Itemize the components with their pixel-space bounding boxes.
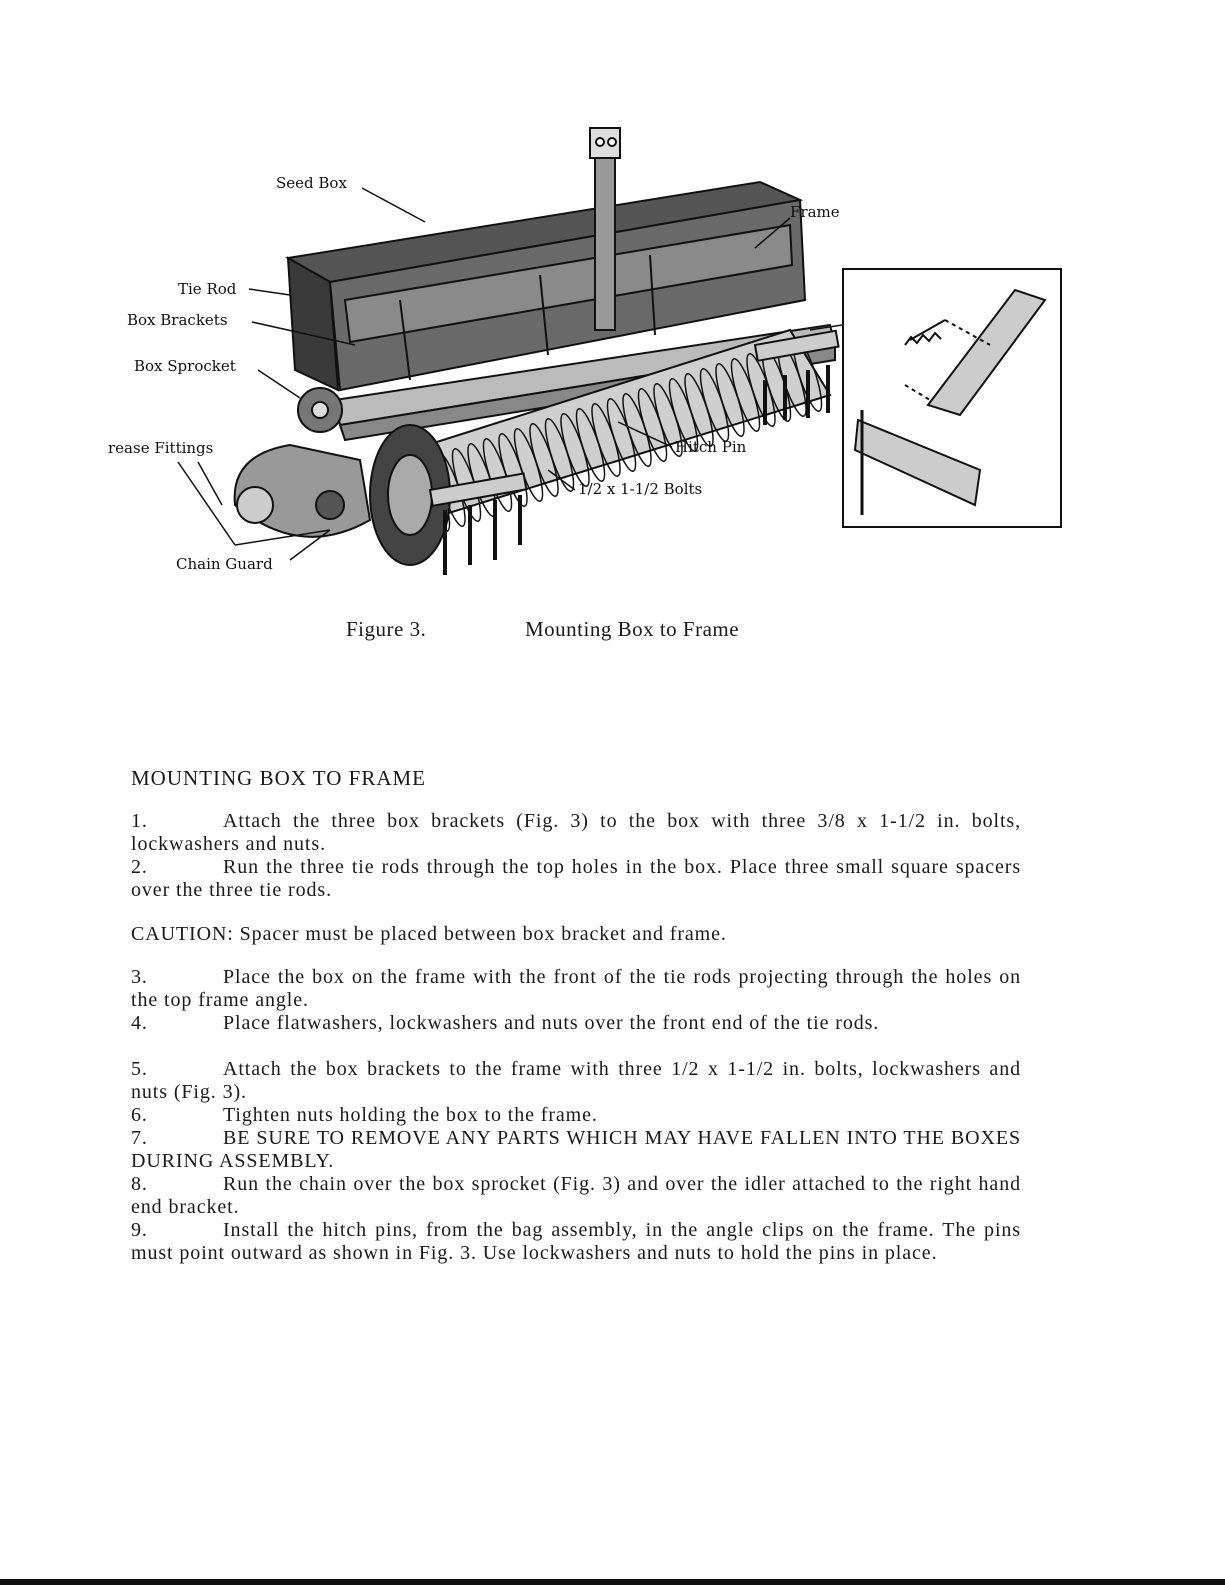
step-5: 5. Attach the box brackets to the frame with three 1/2 x 1-1/2 in. bolts, lockwashers and nuts (Fig. 3). bbox=[131, 1058, 1021, 1103]
step-6: 6. Tighten nuts holding the box to the frame. bbox=[131, 1104, 598, 1126]
step-8: 8. Run the chain over the box sprocket (Fig. 3) and over the idler attached to the right hand end bracket. bbox=[131, 1173, 1021, 1218]
label-tie-rod: Tie Rod bbox=[178, 280, 237, 298]
step-4: 4. Place flatwashers, lockwashers and nuts over the front end of the tie rods. bbox=[131, 1012, 880, 1034]
label-seed-box: Seed Box bbox=[276, 174, 347, 192]
label-frame: Frame bbox=[790, 203, 840, 221]
hitch-post-drawing bbox=[590, 128, 620, 330]
figure-3-illustration bbox=[0, 0, 1225, 610]
label-box-sprocket: Box Sprocket bbox=[134, 357, 236, 375]
step-1: 1. Attach the three box brackets (Fig. 3) to the box with three 3/8 x 1-1/2 in. bolts, lockwashers and nuts. bbox=[131, 810, 1021, 855]
label-grease-fittings: rease Fittings bbox=[108, 439, 214, 457]
figure-number: Figure 3. bbox=[346, 617, 427, 641]
step-3: 3. Place the box on the frame with the front of the tie rods projecting through the holes on the top frame angle. bbox=[131, 966, 1021, 1011]
label-bolts: 1/2 x 1-1/2 Bolts bbox=[578, 480, 703, 498]
figure-caption: Mounting Box to Frame bbox=[525, 617, 740, 641]
caution-note: CAUTION: Spacer must be placed between box bracket and frame. bbox=[131, 923, 727, 945]
label-box-brackets: Box Brackets bbox=[127, 311, 228, 329]
label-chain-guard: Chain Guard bbox=[176, 555, 273, 573]
page-bottom-edge bbox=[0, 1579, 1225, 1585]
label-hitch-pin: Hitch Pin bbox=[675, 438, 747, 456]
step-9: 9. Install the hitch pins, from the bag assembly, in the angle clips on the frame. The pins must point outward as shown in Fig. 3. Use lockwashers and nuts to hold the pins in place. bbox=[131, 1219, 1021, 1264]
section-heading: MOUNTING BOX TO FRAME bbox=[131, 766, 426, 790]
step-2: 2. Run the three tie rods through the top holes in the box. Place three small square spacers over the three tie rods. bbox=[131, 856, 1021, 901]
step-7: 7. BE SURE TO REMOVE ANY PARTS WHICH MAY HAVE FALLEN INTO THE BOXES DURING ASSEMBLY. bbox=[131, 1127, 1021, 1172]
inset-detail-drawing bbox=[843, 269, 1061, 527]
